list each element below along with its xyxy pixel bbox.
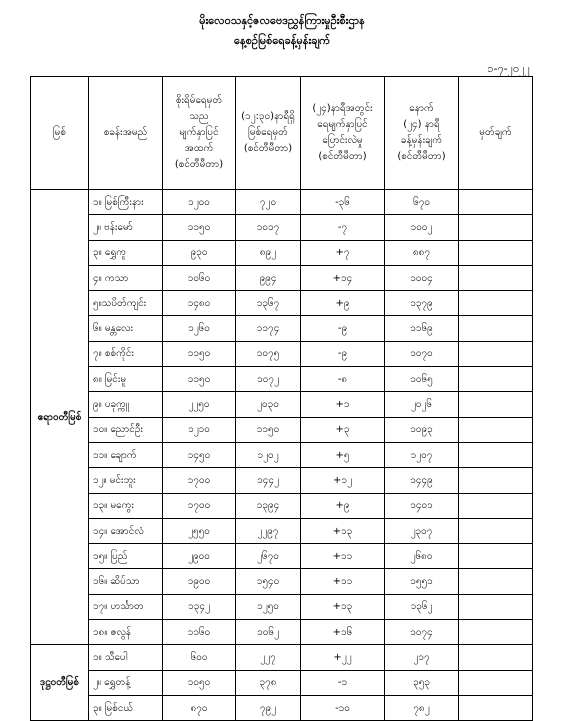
- forecast-cell: ၂၀၂၆: [385, 392, 459, 417]
- danger-level-cell: ၁၁၅၀: [163, 215, 236, 240]
- change-cell: +၁၄: [301, 265, 385, 290]
- table-row: [31, 316, 533, 341]
- table-row: [31, 190, 533, 215]
- danger-level-cell: ၁၇၀၀: [163, 493, 236, 518]
- forecast-cell: ၁၁၆၉: [385, 316, 459, 341]
- current-level-cell: ၁၂၀၂: [236, 442, 301, 467]
- current-level-cell: ၁၁၅၀: [236, 417, 301, 442]
- table-row: [31, 215, 533, 240]
- table-body: [31, 190, 533, 721]
- station-cell: ၁၃။ မကွေး: [89, 493, 163, 518]
- remarks-cell: [459, 240, 533, 265]
- table-row: [31, 670, 533, 695]
- header-line: စိုးရိမ်ရေမှတ်: [175, 95, 223, 106]
- forecast-cell: ၁၃၇၉: [385, 291, 459, 316]
- change-cell: +၁၃: [301, 594, 385, 619]
- current-level-cell: ၂၂၉၇: [236, 518, 301, 543]
- danger-level-cell: ၁၁၅၀: [163, 341, 236, 366]
- remarks-cell: [459, 544, 533, 569]
- table-row: [31, 645, 533, 670]
- change-cell: +၅: [301, 442, 385, 467]
- header-line: ရေမျက်နှာပြင်: [317, 119, 368, 130]
- station-cell: ၂။ ရွှေတန့်: [89, 670, 163, 695]
- header-line: (စင်တီမီတာ): [318, 151, 367, 162]
- change-cell: -၈: [301, 367, 385, 392]
- station-cell: ၃။ မြစ်ငယ်: [89, 695, 163, 720]
- table-row: [31, 442, 533, 467]
- forecast-cell: ၁၀၀၄: [385, 265, 459, 290]
- current-level-cell: ၁၃၉၄: [236, 493, 301, 518]
- header-line: ပြောင်းလဲမှု: [322, 135, 363, 146]
- danger-level-cell: ၁၂၀၀: [163, 190, 236, 215]
- change-cell: -၃၆: [301, 190, 385, 215]
- header-line: (၂၄) နာရီ: [403, 119, 440, 130]
- remarks-cell: [459, 569, 533, 594]
- header-line: (၁၂:၃၀)နာရီရှိ: [241, 111, 295, 122]
- remarks-cell: [459, 695, 533, 720]
- station-cell: ၁၄။ အောင်လံ: [89, 518, 163, 543]
- danger-level-cell: ၁၄၅၀: [163, 442, 236, 467]
- forecast-cell: ၈၈၇: [385, 240, 459, 265]
- header-river: မြစ်: [31, 77, 89, 190]
- table-row: [31, 417, 533, 442]
- station-cell: ၁။ မြစ်ကြီးနား: [89, 190, 163, 215]
- header-line: (စင်တီမီတာ): [174, 159, 224, 170]
- remarks-cell: [459, 367, 533, 392]
- remarks-cell: [459, 417, 533, 442]
- danger-level-cell: ၂၂၅၀: [163, 392, 236, 417]
- header-line: (၂၄)နာရီအတွင်း: [312, 103, 373, 114]
- table-row: [31, 620, 533, 645]
- forecast-cell: ၁၀၇၀: [385, 341, 459, 366]
- danger-level-cell: ၁၄၈၀: [163, 291, 236, 316]
- change-cell: +၂၂: [301, 645, 385, 670]
- station-cell: ၅။သပိတ်ကျင်း: [89, 291, 163, 316]
- remarks-cell: [459, 442, 533, 467]
- table-row: [31, 493, 533, 518]
- header-forecast: [385, 77, 459, 190]
- header-row: [31, 77, 533, 190]
- change-cell: +၃: [301, 417, 385, 442]
- current-level-cell: ၈၉၂: [236, 240, 301, 265]
- current-level-cell: ၁၀၆၂: [236, 620, 301, 645]
- page-title: မိုးလေဝသနှင့်ဇလဗေဒညွှန်ကြားမှုဦးစီးဌာန: [199, 14, 365, 27]
- danger-level-cell: ၁၃၄၂: [163, 594, 236, 619]
- change-cell: +၉: [301, 291, 385, 316]
- remarks-cell: [459, 493, 533, 518]
- remarks-cell: [459, 594, 533, 619]
- table-row: [31, 468, 533, 493]
- current-level-cell: ၁၀၁၇: [236, 215, 301, 240]
- station-cell: ၇။ စစ်ကိုင်း: [89, 341, 163, 366]
- change-cell: -၁၀: [301, 695, 385, 720]
- station-cell: ၈။ မြင်းမူ: [89, 367, 163, 392]
- change-cell: -၉: [301, 341, 385, 366]
- current-level-cell: ၁၃၆၇: [236, 291, 301, 316]
- danger-level-cell: ၁၁၆၀: [163, 620, 236, 645]
- station-cell: ၁၁။ ချောက်: [89, 442, 163, 467]
- change-cell: +၉: [301, 493, 385, 518]
- remarks-cell: [459, 620, 533, 645]
- station-cell: ၂။ ဗန်းမော်: [89, 215, 163, 240]
- forecast-cell: ၁၀၉၃: [385, 417, 459, 442]
- current-level-cell: ၉၉၄: [236, 265, 301, 290]
- danger-level-cell: ၆၀၀: [163, 645, 236, 670]
- forecast-cell: ၁၂၀၇: [385, 442, 459, 467]
- danger-level-cell: ၁၀၅၀: [163, 670, 236, 695]
- header-danger-level: [163, 77, 236, 190]
- river-group-name: ဒုဋ္ဌဝတီမြစ်: [31, 645, 89, 721]
- current-level-cell: ၁၄၄၂: [236, 468, 301, 493]
- remarks-cell: [459, 291, 533, 316]
- remarks-cell: [459, 341, 533, 366]
- remarks-cell: [459, 316, 533, 341]
- page-subtitle: နေ့စဉ်မြစ်ရေခန့်မှန်းချက်: [234, 34, 330, 47]
- remarks-cell: [459, 518, 533, 543]
- table-row: [31, 594, 533, 619]
- header-line: အထက်: [184, 143, 214, 154]
- current-level-cell: ၁၀၇၅: [236, 341, 301, 366]
- station-cell: ၉။ ပခုက္ကူ: [89, 392, 163, 417]
- forecast-cell: ၁၀၆၅: [385, 367, 459, 392]
- forecast-cell: ၁၀၇၄: [385, 620, 459, 645]
- danger-level-cell: ၂၉၀၀: [163, 544, 236, 569]
- current-level-cell: ၁၁၇၄: [236, 316, 301, 341]
- danger-level-cell: ၁၀၆၀: [163, 265, 236, 290]
- station-cell: ၁၇။ ဟင်္သာတ: [89, 594, 163, 619]
- header-line: နောက်: [409, 103, 434, 114]
- change-cell: +၁၁: [301, 544, 385, 569]
- change-cell: +၁၆: [301, 620, 385, 645]
- remarks-cell: [459, 645, 533, 670]
- danger-level-cell: ၁၂၆၀: [163, 316, 236, 341]
- change-cell: +၁၂: [301, 468, 385, 493]
- station-cell: ၁၅။ ပြည်: [89, 544, 163, 569]
- forecast-cell: ၁၀၀၂: [385, 215, 459, 240]
- station-cell: ၁၆။ ဆိပ်သာ: [89, 569, 163, 594]
- danger-level-cell: ၉၃၀: [163, 240, 236, 265]
- forecast-cell: ၇၈၂: [385, 695, 459, 720]
- change-cell: -၇: [301, 215, 385, 240]
- table-row: [31, 240, 533, 265]
- table-row: [31, 265, 533, 290]
- change-cell: -၁: [301, 670, 385, 695]
- current-level-cell: ၇၉၂: [236, 695, 301, 720]
- remarks-cell: [459, 670, 533, 695]
- table-row: [31, 518, 533, 543]
- header-change: [301, 77, 385, 190]
- report-date: ၁-၇-၂၀၂၂: [487, 62, 530, 75]
- forecast-cell: ၂၁၇: [385, 645, 459, 670]
- river-level-table: [30, 76, 533, 721]
- table-row: [31, 569, 533, 594]
- change-cell: +၁၁: [301, 569, 385, 594]
- danger-level-cell: ၈၇၀: [163, 695, 236, 720]
- river-group-name: ဧရာဝတီမြစ်: [31, 190, 89, 645]
- header-station: စခန်းအမည်: [89, 77, 163, 190]
- header-line: ခန့်မှန်းချက်: [400, 135, 443, 146]
- change-cell: +၇: [301, 240, 385, 265]
- danger-level-cell: ၁၉၀၀: [163, 569, 236, 594]
- current-level-cell: ၃၇၈: [236, 670, 301, 695]
- current-level-cell: ၁၀၇၂: [236, 367, 301, 392]
- danger-level-cell: ၁၂၁၀: [163, 417, 236, 442]
- current-level-cell: ၁၅၄၀: [236, 569, 301, 594]
- forecast-cell: ၃၅၃: [385, 670, 459, 695]
- danger-level-cell: ၁၇၀၀: [163, 468, 236, 493]
- remarks-cell: [459, 468, 533, 493]
- table-row: [31, 341, 533, 366]
- current-level-cell: ၇၂၀: [236, 190, 301, 215]
- header-remarks: မှတ်ချက်: [459, 77, 533, 190]
- forecast-cell: ၁၄၄၉: [385, 468, 459, 493]
- remarks-cell: [459, 190, 533, 215]
- forecast-cell: ၂၃၀၇: [385, 518, 459, 543]
- remarks-cell: [459, 265, 533, 290]
- table-row: [31, 367, 533, 392]
- station-cell: ၄။ ကသာ: [89, 265, 163, 290]
- header-line: မြစ်ရေမှတ်: [248, 127, 288, 138]
- station-cell: ၁၂။ မင်းဘူး: [89, 468, 163, 493]
- danger-level-cell: ၁၁၅၀: [163, 367, 236, 392]
- table-row: [31, 544, 533, 569]
- current-level-cell: ၂၆၇၀: [236, 544, 301, 569]
- header-current-level: [236, 77, 301, 190]
- station-cell: ၃။ ရွှေကူ: [89, 240, 163, 265]
- header-line: သည: [189, 111, 209, 122]
- forecast-cell: ၆၇၀: [385, 190, 459, 215]
- station-cell: ၁၀။ ညောင်ဦး: [89, 417, 163, 442]
- remarks-cell: [459, 215, 533, 240]
- header-line: (စင်တီမီတာ): [243, 143, 293, 154]
- change-cell: -၉: [301, 316, 385, 341]
- table-row: [31, 392, 533, 417]
- current-level-cell: ၁၂၅၀: [236, 594, 301, 619]
- station-cell: ၆။ မန္တလေး: [89, 316, 163, 341]
- current-level-cell: ၂၂၇: [236, 645, 301, 670]
- change-cell: +၁၃: [301, 518, 385, 543]
- danger-level-cell: ၂၅၅၀: [163, 518, 236, 543]
- forecast-cell: ၁၄၀၁: [385, 493, 459, 518]
- station-cell: ၁၈။ ဇလွန်: [89, 620, 163, 645]
- remarks-cell: [459, 392, 533, 417]
- header-line: (စင်တီမီတာ): [397, 151, 446, 162]
- current-level-cell: ၂၀၃၀: [236, 392, 301, 417]
- table-row: [31, 291, 533, 316]
- forecast-cell: ၁၅၅၁: [385, 569, 459, 594]
- forecast-cell: ၁၃၆၂: [385, 594, 459, 619]
- header-line: မျက်နှာပြင်: [179, 127, 219, 138]
- table-row: [31, 695, 533, 720]
- forecast-cell: ၂၆၈၀: [385, 544, 459, 569]
- station-cell: ၁။ သီပေါ: [89, 645, 163, 670]
- change-cell: +၁: [301, 392, 385, 417]
